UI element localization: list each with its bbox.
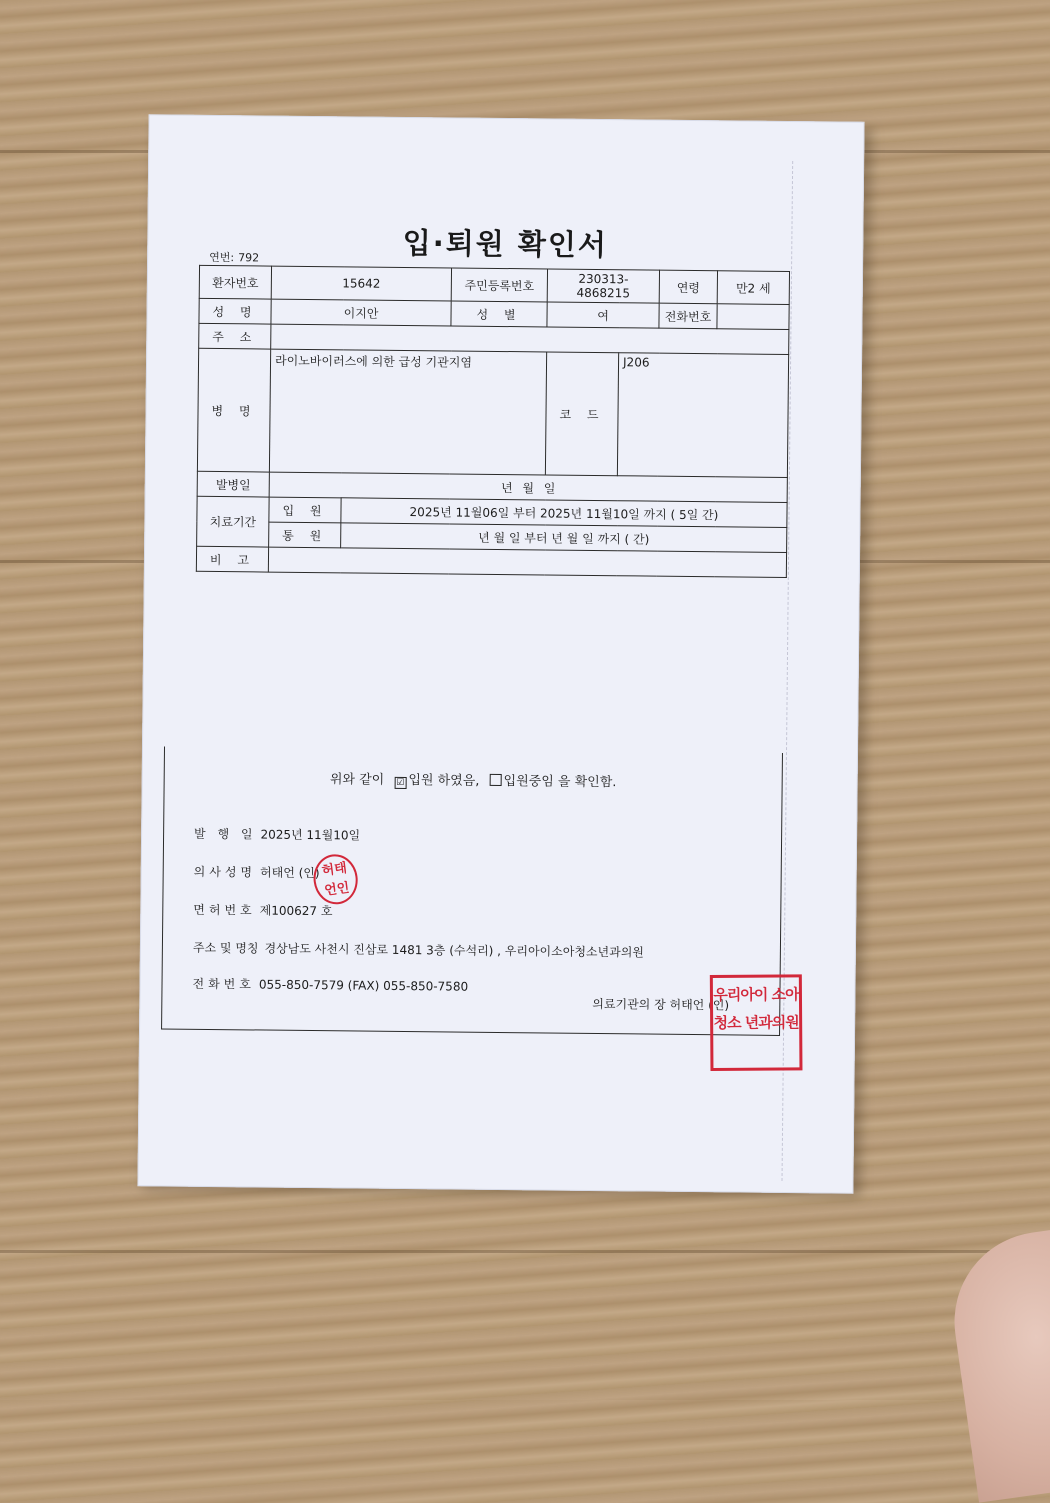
- serial-value: 792: [238, 251, 260, 265]
- outpatient-label: 통 원: [269, 522, 341, 548]
- inpatient-value: 2025년 11월06일 부터 2025년 11월10일 까지 ( 5일 간): [341, 498, 787, 528]
- onset-value: 년 월 일: [269, 472, 787, 502]
- onset-label: 발병일: [197, 471, 269, 497]
- age-value: 만2 세: [717, 271, 789, 305]
- head-name: 허태언 (인): [669, 997, 730, 1013]
- issuer-section: [161, 746, 799, 1035]
- in-hospital-checkbox: [490, 774, 502, 786]
- patient-no-label: 환자번호: [199, 265, 271, 299]
- issue-date-value: 2025년 11월10일: [260, 827, 361, 843]
- clinic-phone-value: 055-850-7579 (FAX) 055-850-7580: [258, 977, 469, 994]
- rrn-label: 주민등록번호: [451, 268, 547, 302]
- clinic-address-label: 주소 및 명칭: [192, 940, 259, 956]
- treatment-label: 치료기간: [197, 496, 270, 547]
- license-label: 면허번호: [193, 902, 256, 918]
- rrn-value: 230313-4868215: [547, 269, 659, 303]
- head-of-institution-line: [592, 995, 729, 1013]
- table-row: [197, 348, 788, 477]
- serial-number: [205, 249, 259, 266]
- remarks-label: 비 고: [196, 546, 268, 572]
- clinic-seal: [710, 974, 803, 1071]
- phone-label: 전화번호: [659, 303, 717, 329]
- sex-value: 여: [547, 302, 659, 328]
- floor-seam: [0, 1250, 1050, 1253]
- inpatient-label: 입 원: [269, 497, 341, 523]
- name-value: 이지안: [271, 299, 451, 326]
- option-in-hospital: 입원중임 을 확인함.: [503, 774, 617, 791]
- remarks-value: [268, 547, 786, 577]
- sex-label: 성 별: [451, 301, 547, 327]
- name-label: 성 명: [199, 298, 271, 324]
- clinic-seal-text: 우리아이 소아청소 년과의원: [713, 985, 799, 1032]
- code-label: 코 드: [545, 352, 618, 476]
- serial-label: 연번:: [209, 250, 235, 265]
- clinic-address-value: 경상남도 사천시 진삼로 1481 3층 (수석리) , 우리아이소아청소년과의원: [264, 941, 645, 960]
- age-label: 연령: [659, 270, 717, 304]
- option-admitted: 입원 하였음,: [408, 773, 480, 789]
- issue-date-label: 발 행 일: [194, 826, 257, 842]
- document-title: 입·퇴원 확인서: [402, 225, 609, 263]
- license-value: 제100627 호: [259, 903, 333, 919]
- outpatient-value: 년 월 일 부터 년 월 일 까지 ( 간): [341, 523, 787, 553]
- issue-date-line: [194, 825, 360, 844]
- clinic-address-line: [193, 939, 644, 961]
- inpatient-checkbox: ☑: [396, 777, 405, 788]
- clinic-phone-line: [192, 975, 468, 995]
- doctor-line: [194, 863, 320, 881]
- confirmation-prefix: 위와 같이: [329, 772, 385, 788]
- fabric-corner: [943, 1217, 1050, 1502]
- certificate-paper: [137, 114, 864, 1193]
- doctor-seal-text: 허태 언인: [320, 860, 351, 899]
- clinic-phone-label: 전화번호: [192, 976, 255, 992]
- confirmation-statement: [165, 766, 782, 792]
- code-value: J206: [617, 353, 788, 478]
- diagnosis-label: 병 명: [197, 348, 270, 472]
- table-row: [196, 546, 786, 577]
- diagnosis-text: 라이노바이러스에 의한 급성 기관지염: [269, 349, 546, 475]
- patient-no-value: 15642: [271, 266, 451, 301]
- doctor-name: 허태언 (인): [260, 865, 320, 881]
- license-line: [193, 901, 332, 919]
- patient-info-table: [196, 265, 790, 578]
- doctor-seal: [311, 852, 361, 907]
- doctor-label: 의사성명: [193, 864, 257, 880]
- address-label: 주 소: [199, 323, 271, 349]
- head-label: 의료기관의 장: [592, 996, 666, 1012]
- phone-value: [717, 304, 789, 330]
